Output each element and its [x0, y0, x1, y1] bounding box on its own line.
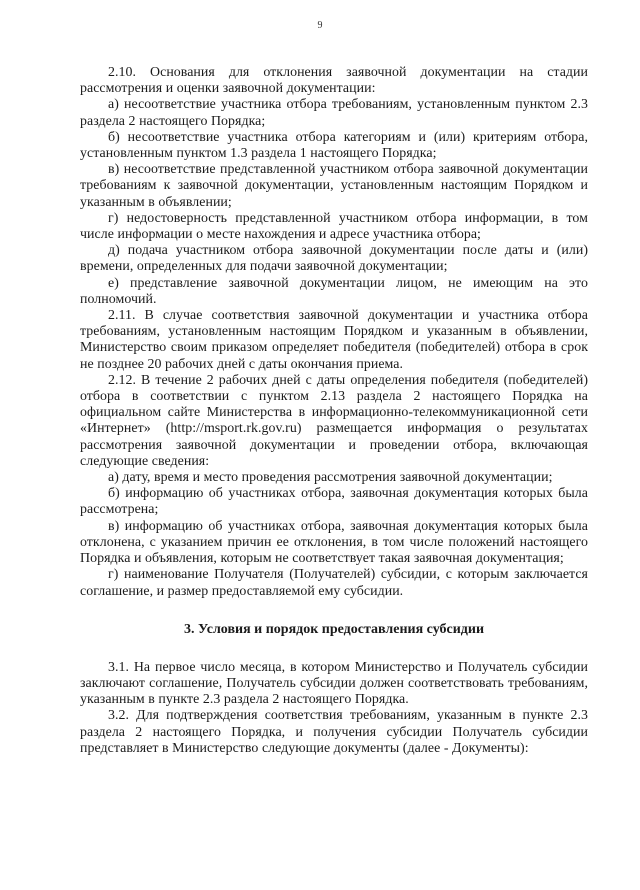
- paragraph-3-1: 3.1. На первое число месяца, в котором Министерство и Получатель субсидии заключают соглашение, Получатель субсидии должен соответствовать требованиям, указанным в пункте 2.3 раздела 2 настоящего Порядка.: [80, 659, 588, 708]
- paragraph-2-12: 2.12. В течение 2 рабочих дней с даты определения победителя (победителей) отбора в соответствии с пунктом 2.13 раздела 2 настоящего Порядка на официальном сайте Министерства в информационно-телекоммуникационной сети «Интернет» (http://msport.rk.gov.ru) размещается информация о результатах рассмотрения заявочной документации и проведении отбора, включающая следующие сведения:: [80, 372, 588, 469]
- paragraph-2-10-e: е) представление заявочной документации лицом, не имеющим на это полномочий.: [80, 275, 588, 307]
- paragraph-2-10: 2.10. Основания для отклонения заявочной документации на стадии рассмотрения и оценки заявочной документации:: [80, 65, 588, 97]
- paragraph-2-12-v: в) информацию об участниках отбора, заявочная документация которых была отклонена, с указанием причин ее отклонения, в том числе положений настоящего Порядка и объявления, которым не соответствует такая заявочная документация;: [80, 518, 588, 567]
- paragraph-3-2: 3.2. Для подтверждения соответствия требованиям, указанным в пункте 2.3 раздела 2 настоящего Порядка, и получения субсидии Получатель субсидии представляет в Министерство следующие документы (далее - Документы):: [80, 708, 588, 756]
- paragraph-2-11: 2.11. В случае соответствия заявочной документации и участника отбора требованиям, установленным настоящим Порядком и указанным в объявлении, Министерство своим приказом определяет победителя (победителей) отбора в срок не позднее 20 рабочих дней с даты окончания приема.: [80, 308, 588, 372]
- paragraph-2-12-g: г) наименование Получателя (Получателей) субсидии, с которым заключается соглашение, и размер предоставляемой ему субсидии.: [80, 567, 588, 599]
- paragraph-2-12-b: б) информацию об участниках отбора, заявочная документация которых была рассмотрена;: [80, 486, 588, 518]
- page-number: 9: [317, 20, 323, 31]
- paragraph-2-10-d: д) подача участником отбора заявочной документации после даты и (или) времени, определенных для подачи заявочной документации;: [80, 243, 588, 275]
- paragraph-2-10-b: б) несоответствие участника отбора категориям и (или) критериям отбора, установленным пунктом 1.3 раздела 1 настоящего Порядка;: [80, 129, 588, 162]
- document-body: [80, 65, 588, 757]
- paragraph-2-10-v: в) несоответствие представленной участником отбора заявочной документации требованиям к заявочной документации, установленным настоящим Порядком и указанным в объявлении;: [80, 162, 588, 210]
- paragraph-2-12-a: а) дату, время и место проведения рассмотрения заявочной документации;: [108, 470, 553, 486]
- paragraph-2-10-a: а) несоответствие участника отбора требованиям, установленным пунктом 2.3 раздела 2 настоящего Порядка;: [80, 97, 588, 129]
- section-heading: 3. Условия и порядок предоставления субсидии: [183, 621, 485, 637]
- paragraph-2-10-g: г) недостоверность представленной участником отбора информации, в том числе информации о месте нахождения и адресе участника отбора;: [80, 210, 588, 243]
